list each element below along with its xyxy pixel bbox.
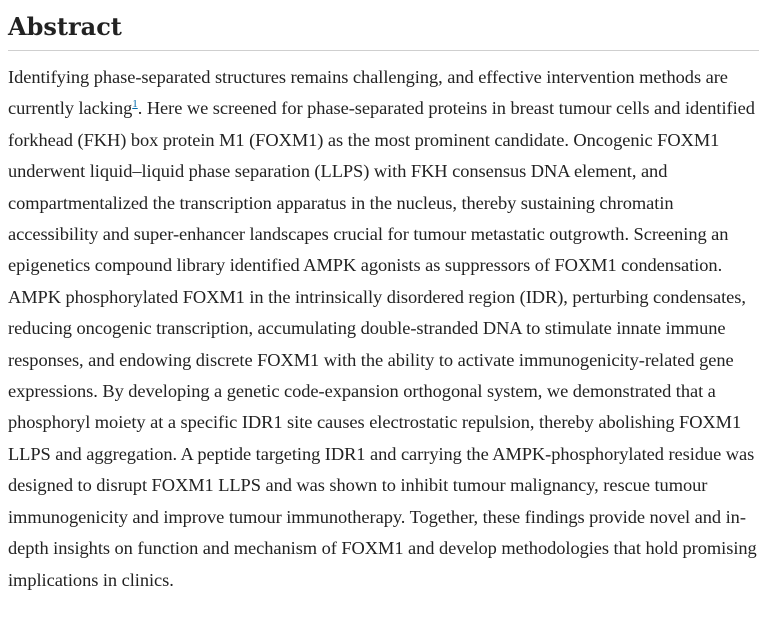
abstract-body xyxy=(8,51,764,596)
abstract-text-rest: . Here we screened for phase-separated proteins in breast tumour cells and identified forkhead (FKH) box protein M1 (FOXM1) as the most prominent candidate. Oncogenic FOXM1 underwent liquid–liquid phase separation (LLPS) with FKH consensus DNA element, and compartmentalized the transcription apparatus in the nucleus, thereby sustaining chromatin accessibility and super-enhancer landscapes crucial for tumour metastatic outgrowth. Screening an epigenetics compound library identified AMPK agonists as suppressors of FOXM1 condensation. AMPK phosphorylated FOXM1 in the intrinsically disordered region (IDR), perturbing condensates, reducing oncogenic transcription, accumulating double-stranded DNA to stimulate innate immune responses, and endowing discrete FOXM1 with the ability to activate immunogenicity-related gene expressions. By developing a genetic code-expansion orthogonal system, we demonstrated that a phosphoryl moiety at a specific IDR1 site causes electrostatic repulsion, thereby abolishing FOXM1 LLPS and aggregation. A peptide targeting IDR1 and carrying the AMPK-phosphorylated residue was designed to disrupt FOXM1 LLPS and was shown to inhibit tumour malignancy, rescue tumour immunogenicity and improve tumour immunotherapy. Together, these findings provide novel and in-depth insights on function and mechanism of FOXM1 and develop methodologies that hold promising implications in clinics. xyxy=(8,98,757,590)
abstract-heading: Abstract xyxy=(8,10,759,51)
abstract-text-start: Identifying phase-separated structures remains challenging, and effective intervention methods are currently lacking xyxy=(8,67,728,119)
reference-link-1[interactable]: 1 xyxy=(132,98,138,111)
